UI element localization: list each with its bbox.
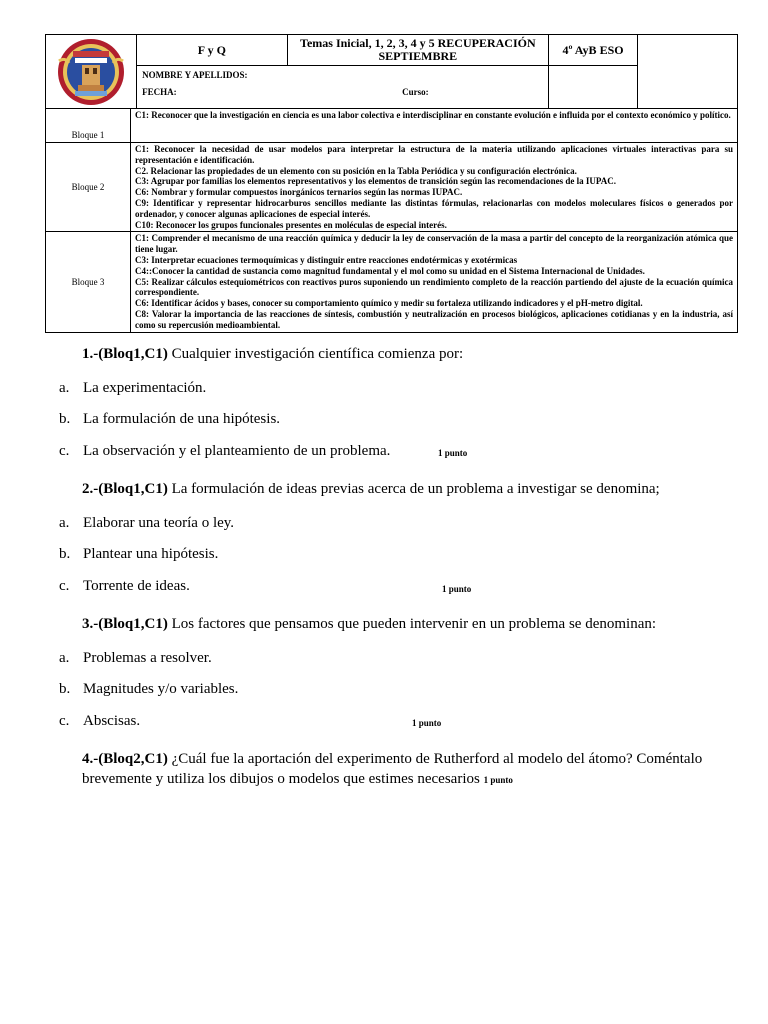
option-letter: b. [59,681,71,697]
question-tag: 1.-(Bloq1,C1) [82,346,168,362]
student-info-cell [137,66,549,109]
option-letter: b. [59,411,71,427]
course-blank-cell [549,66,638,109]
bloque-name: Bloque 2 [46,143,131,232]
criterion: C2. Relacionar las propiedades de un elemento con su posición en la Tabla Periódica y su configuración electrónica. [135,165,577,176]
option-text: Abscisas. [83,713,141,729]
points-label: 1 punto [442,584,472,594]
curso-label: Curso: [402,87,429,97]
course-cell: 4º AyB ESO [549,35,638,66]
question-text: ¿Cuál fue la aportación del experimento de Rutherford al modelo del átomo? Coméntalo [167,751,703,767]
option-1a[interactable] [59,380,206,397]
bloque-row [46,109,738,143]
question-tag: 4.-(Bloq2,C1) [82,751,168,767]
option-3c[interactable] [59,713,140,730]
criterion: C10: Reconocer los grupos funcionales presentes en moléculas de especial interés. [135,219,447,230]
question-text: Los factores que pensamos que pueden intervenir en un problema se denominan: [167,616,657,632]
option-1b[interactable] [59,411,280,428]
question-3 [82,614,656,634]
question-2 [82,479,660,499]
bloque-desc [131,232,738,332]
option-text: Problemas a resolver. [83,650,212,666]
bloques-table [45,108,738,333]
bloque-row [46,232,738,332]
date-label: FECHA: [142,87,177,97]
criterion: C1: Reconocer la necesidad de usar modelos para interpretar la estructura de la materia utilizando aplicaciones virtuales interactivas para su representación e identificación. [135,144,733,165]
option-letter: c. [59,443,70,459]
question-line-2 [82,769,742,790]
option-text: La experimentación. [83,380,207,396]
criterion: C3: Agrupar por familias los elementos representativos y los elementos de transición según las recomendaciones de la IUPAC. [135,176,616,187]
question-text: La formulación de ideas previas acerca de un problema a investigar se denomina; [167,481,660,497]
option-2c[interactable] [59,578,190,595]
criterion: C8: Valorar la importancia de las reacciones de síntesis, combustión y neutralización en procesos biológicos, aplicaciones cotidianas y en la industria, así como su repercusión medioambiental. [135,308,733,330]
option-letter: b. [59,546,71,562]
bloque-name: Bloque 1 [46,109,131,143]
option-letter: a. [59,650,70,666]
option-text: Torrente de ideas. [83,578,190,594]
topics-cell: Temas Inicial, 1, 2, 3, 4 y 5 RECUPERACIÓN SEPTIEMBRE [287,35,548,66]
criterion: C9: Identificar y representar hidrocarburos sencillos mediante las distintas fórmulas, relacionarlas con modelos moleculares físicos o generados por ordenador, y conocer algunas aplicaciones de especial interés. [135,197,733,219]
option-2b[interactable] [59,546,218,563]
date-line [142,87,544,97]
option-text: La observación y el planteamiento de un problema. [83,443,391,459]
criterion: C1: Comprender el mecanismo de una reacción química y deducir la ley de conservación de la masa a partir del concepto de la reorganización atómica que tiene lugar. [135,233,733,255]
option-text: Elaborar una teoría o ley. [83,515,235,531]
option-letter: a. [59,515,70,531]
question-tag: 3.-(Bloq1,C1) [82,616,168,632]
question-line-1 [82,749,742,769]
criterion: C5: Realizar cálculos estequiométricos con reactivos puros suponiendo un rendimiento completo de la reacción partiendo del ajuste de la ecuación química correspondiente. [135,276,733,298]
question-tag: 2.-(Bloq1,C1) [82,481,168,497]
option-text: Plantear una hipótesis. [83,546,219,562]
question-text: Cualquier investigación científica comienza por: [167,346,464,362]
blank-cell [638,35,738,109]
question-4 [82,749,742,790]
bloque-desc [131,109,738,143]
option-letter: a. [59,380,70,396]
points-label: 1 punto [412,718,442,728]
option-1c[interactable] [59,443,390,460]
option-2a[interactable] [59,515,234,532]
header-table [45,34,738,109]
criterion: C1: Reconocer que la investigación en ciencia es una labor colectiva e interdisciplinar en constante evolución e influida por el contexto económico y político. [135,110,731,120]
subject-cell: F y Q [137,35,287,66]
name-label: NOMBRE Y APELLIDOS: [142,70,248,80]
criterion: C6: Nombrar y formular compuestos inorgánicos ternarios según las normas IUPAC. [135,187,463,198]
option-letter: c. [59,713,70,729]
points-label: 1 punto [483,775,513,785]
question-1 [82,344,463,364]
school-crest-icon [55,37,127,107]
bloque-desc [131,143,738,232]
option-3b[interactable] [59,681,238,698]
bloque-row [46,143,738,232]
option-text: Magnitudes y/o variables. [83,681,239,697]
points-label: 1 punto [438,448,468,458]
criterion: C6: Identificar ácidos y bases, conocer su comportamiento químico y medir su fortaleza utilizando indicadores y el pH-metro digital. [135,298,643,309]
option-3a[interactable] [59,650,212,667]
criterion: C4::Conocer la cantidad de sustancia como magnitud fundamental y el mol como su unidad en el Sistema Internacional de Unidades. [135,265,645,276]
criterion: C3: Interpretar ecuaciones termoquímicas y distinguir entre reacciones endotérmicas y exotérmicas [135,254,518,265]
bloque-name: Bloque 3 [46,232,131,332]
logo-cell [46,35,137,109]
question-text: brevemente y utiliza los dibujos o modelos que estimes necesarios [82,771,484,787]
option-letter: c. [59,578,70,594]
option-text: La formulación de una hipótesis. [83,411,281,427]
